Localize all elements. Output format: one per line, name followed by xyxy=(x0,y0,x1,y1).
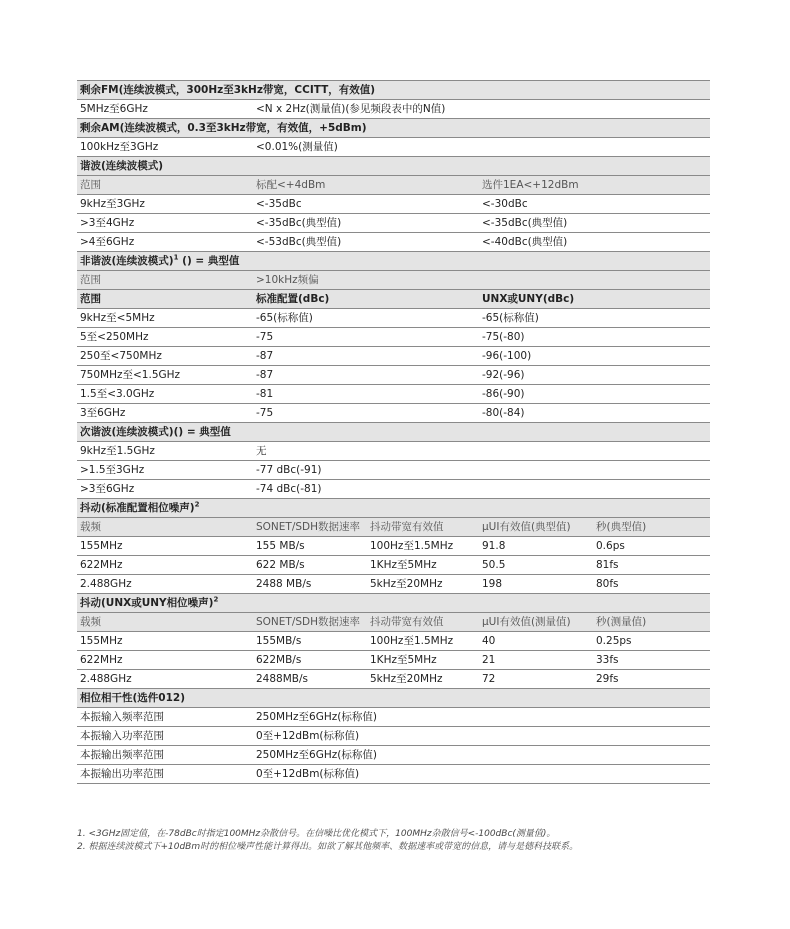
table-row xyxy=(77,727,710,746)
uui-cell: 91.8 xyxy=(479,537,593,556)
footnote-1: 1. <3GHz固定值，在-78dBc时指定100MHz杂散信号。在信噪比优化模式下，100MHz杂散信号<-100dBc(测量值)。 xyxy=(77,829,556,839)
table-row xyxy=(77,195,710,214)
section-title: 剩余FM(连续波模式，300Hz至3kHz带宽，CCITT，有效值) xyxy=(77,81,710,100)
table-row xyxy=(77,480,710,499)
column-header: >10kHz频偏 xyxy=(253,271,710,290)
section-title: 谐波(连续波模式) xyxy=(77,157,710,176)
carrier-cell: 155MHz xyxy=(77,537,253,556)
value-cell: 250MHz至6GHz(标称值) xyxy=(253,746,710,765)
column-header: 载频 xyxy=(77,613,253,632)
value-cell: -75 xyxy=(253,328,479,347)
range-cell: 5MHz至6GHz xyxy=(77,100,253,119)
carrier-cell: 622MHz xyxy=(77,556,253,575)
value-cell: -80(-84) xyxy=(479,404,710,423)
section-header-jitter-standard xyxy=(77,499,710,518)
range-cell: 1.5至<3.0GHz xyxy=(77,385,253,404)
table-row xyxy=(77,404,710,423)
section-header-phase-coherence xyxy=(77,689,710,708)
range-cell: >3至4GHz xyxy=(77,214,253,233)
column-header: µUI有效值(典型值) xyxy=(479,518,593,537)
carrier-cell: 622MHz xyxy=(77,651,253,670)
column-header-row xyxy=(77,271,710,290)
range-cell: >4至6GHz xyxy=(77,233,253,252)
carrier-cell: 2.488GHz xyxy=(77,670,253,689)
footnotes xyxy=(77,828,777,854)
data-rate-cell: 155 MB/s xyxy=(253,537,367,556)
value-cell: -96(-100) xyxy=(479,347,710,366)
table-row xyxy=(77,385,710,404)
column-header: 秒(典型值) xyxy=(593,518,710,537)
carrier-cell: 155MHz xyxy=(77,632,253,651)
table-row xyxy=(77,575,710,594)
data-rate-cell: 2488MB/s xyxy=(253,670,367,689)
data-rate-cell: 622 MB/s xyxy=(253,556,367,575)
range-cell: 9kHz至<5MHz xyxy=(77,309,253,328)
section-header-jitter-unx xyxy=(77,594,710,613)
column-header: 范围 xyxy=(77,271,253,290)
uui-cell: 50.5 xyxy=(479,556,593,575)
column-header-row xyxy=(77,613,710,632)
data-rate-cell: 155MB/s xyxy=(253,632,367,651)
value-cell: -77 dBc(-91) xyxy=(253,461,710,480)
value-cell: -75 xyxy=(253,404,479,423)
table-row xyxy=(77,442,710,461)
seconds-cell: 0.25ps xyxy=(593,632,710,651)
section-header-subharmonics xyxy=(77,423,710,442)
value-cell: -65(标称值) xyxy=(479,309,710,328)
value-cell: 250MHz至6GHz(标称值) xyxy=(253,708,710,727)
footnote-ref: 2 xyxy=(213,595,219,604)
table-row xyxy=(77,461,710,480)
seconds-cell: 33fs xyxy=(593,651,710,670)
range-cell: 9kHz至1.5GHz xyxy=(77,442,253,461)
section-header-nonharmonics xyxy=(77,252,710,271)
column-header: UNX或UNY(dBc) xyxy=(479,290,710,309)
column-header: 范围 xyxy=(77,290,253,309)
table-row xyxy=(77,765,710,784)
range-cell: >3至6GHz xyxy=(77,480,253,499)
section-title: 非谐波(连续波模式) xyxy=(80,255,174,267)
table-row xyxy=(77,708,710,727)
column-header: 标准配置(dBc) xyxy=(253,290,479,309)
bandwidth-cell: 1KHz至5MHz xyxy=(367,556,479,575)
range-cell: 100kHz至3GHz xyxy=(77,138,253,157)
bandwidth-cell: 100Hz至1.5MHz xyxy=(367,537,479,556)
bandwidth-cell: 100Hz至1.5MHz xyxy=(367,632,479,651)
footnote-ref: 2 xyxy=(194,500,200,509)
uui-cell: 40 xyxy=(479,632,593,651)
range-cell: 750MHz至<1.5GHz xyxy=(77,366,253,385)
uui-cell: 21 xyxy=(479,651,593,670)
table-row xyxy=(77,100,710,119)
value-cell: <-35dBc xyxy=(253,195,479,214)
value-cell: 0至+12dBm(标称值) xyxy=(253,727,710,746)
label-cell: 本振输出功率范围 xyxy=(77,765,253,784)
spec-table xyxy=(77,80,710,784)
table-row xyxy=(77,366,710,385)
value-cell: <-35dBc(典型值) xyxy=(479,214,710,233)
column-header: µUI有效值(测量值) xyxy=(479,613,593,632)
value-cell: 无 xyxy=(253,442,710,461)
column-header: 载频 xyxy=(77,518,253,537)
section-title-suffix: () = 典型值 xyxy=(178,255,240,267)
value-cell: -75(-80) xyxy=(479,328,710,347)
column-header: 秒(测量值) xyxy=(593,613,710,632)
value-cell: -87 xyxy=(253,366,479,385)
value-cell: -74 dBc(-81) xyxy=(253,480,710,499)
value-cell: -87 xyxy=(253,347,479,366)
value-cell: <-35dBc(典型值) xyxy=(253,214,479,233)
seconds-cell: 80fs xyxy=(593,575,710,594)
section-title: 次谐波(连续波模式)() = 典型值 xyxy=(77,423,710,442)
table-row xyxy=(77,233,710,252)
table-row xyxy=(77,632,710,651)
footnote-ref: 1 xyxy=(173,253,179,262)
section-header-residual-am xyxy=(77,119,710,138)
table-row xyxy=(77,309,710,328)
column-header: 抖动带宽有效值 xyxy=(367,613,479,632)
column-header-row xyxy=(77,176,710,195)
value-cell: -86(-90) xyxy=(479,385,710,404)
table-row xyxy=(77,651,710,670)
section-header-residual-fm xyxy=(77,81,710,100)
value-cell: <-53dBc(典型值) xyxy=(253,233,479,252)
table-row xyxy=(77,214,710,233)
column-header: 选件1EA<+12dBm xyxy=(479,176,710,195)
seconds-cell: 29fs xyxy=(593,670,710,689)
section-title: 相位相干性(选件012) xyxy=(77,689,710,708)
section-header-harmonics xyxy=(77,157,710,176)
column-header-row xyxy=(77,518,710,537)
range-cell: 5至<250MHz xyxy=(77,328,253,347)
label-cell: 本振输入功率范围 xyxy=(77,727,253,746)
table-row xyxy=(77,347,710,366)
table-row xyxy=(77,537,710,556)
carrier-cell: 2.488GHz xyxy=(77,575,253,594)
value-cell: -81 xyxy=(253,385,479,404)
table-row xyxy=(77,556,710,575)
table-row xyxy=(77,746,710,765)
data-rate-cell: 2488 MB/s xyxy=(253,575,367,594)
uui-cell: 72 xyxy=(479,670,593,689)
value-cell: -92(-96) xyxy=(479,366,710,385)
seconds-cell: 0.6ps xyxy=(593,537,710,556)
value-cell: 0至+12dBm(标称值) xyxy=(253,765,710,784)
value-cell: <-30dBc xyxy=(479,195,710,214)
label-cell: 本振输入频率范围 xyxy=(77,708,253,727)
column-header: 抖动带宽有效值 xyxy=(367,518,479,537)
column-header: 标配<+4dBm xyxy=(253,176,479,195)
bandwidth-cell: 5kHz至20MHz xyxy=(367,575,479,594)
label-cell: 本振输出频率范围 xyxy=(77,746,253,765)
column-header-row xyxy=(77,290,710,309)
section-title: 抖动(UNX或UNY相位噪声) xyxy=(80,597,214,609)
bandwidth-cell: 5kHz至20MHz xyxy=(367,670,479,689)
table-row xyxy=(77,138,710,157)
section-title: 抖动(标准配置相位噪声) xyxy=(80,502,195,514)
bandwidth-cell: 1KHz至5MHz xyxy=(367,651,479,670)
range-cell: 9kHz至3GHz xyxy=(77,195,253,214)
section-title: 剩余AM(连续波模式，0.3至3kHz带宽，有效值，+5dBm) xyxy=(77,119,710,138)
value-cell: <0.01%(测量值) xyxy=(253,138,710,157)
uui-cell: 198 xyxy=(479,575,593,594)
column-header: SONET/SDH数据速率 xyxy=(253,518,367,537)
value-cell: <-40dBc(典型值) xyxy=(479,233,710,252)
column-header: 范围 xyxy=(77,176,253,195)
table-row xyxy=(77,670,710,689)
range-cell: 250至<750MHz xyxy=(77,347,253,366)
range-cell: 3至6GHz xyxy=(77,404,253,423)
footnote-2: 2. 根据连续波模式下+10dBm时的相位噪声性能计算得出。如欲了解其他频率、数据速率或带宽的信息，请与是德科技联系。 xyxy=(77,842,579,852)
value-cell: -65(标称值) xyxy=(253,309,479,328)
data-rate-cell: 622MB/s xyxy=(253,651,367,670)
column-header: SONET/SDH数据速率 xyxy=(253,613,367,632)
range-cell: >1.5至3GHz xyxy=(77,461,253,480)
seconds-cell: 81fs xyxy=(593,556,710,575)
table-row xyxy=(77,328,710,347)
value-cell: <N x 2Hz(测量值)(参见频段表中的N值) xyxy=(253,100,710,119)
